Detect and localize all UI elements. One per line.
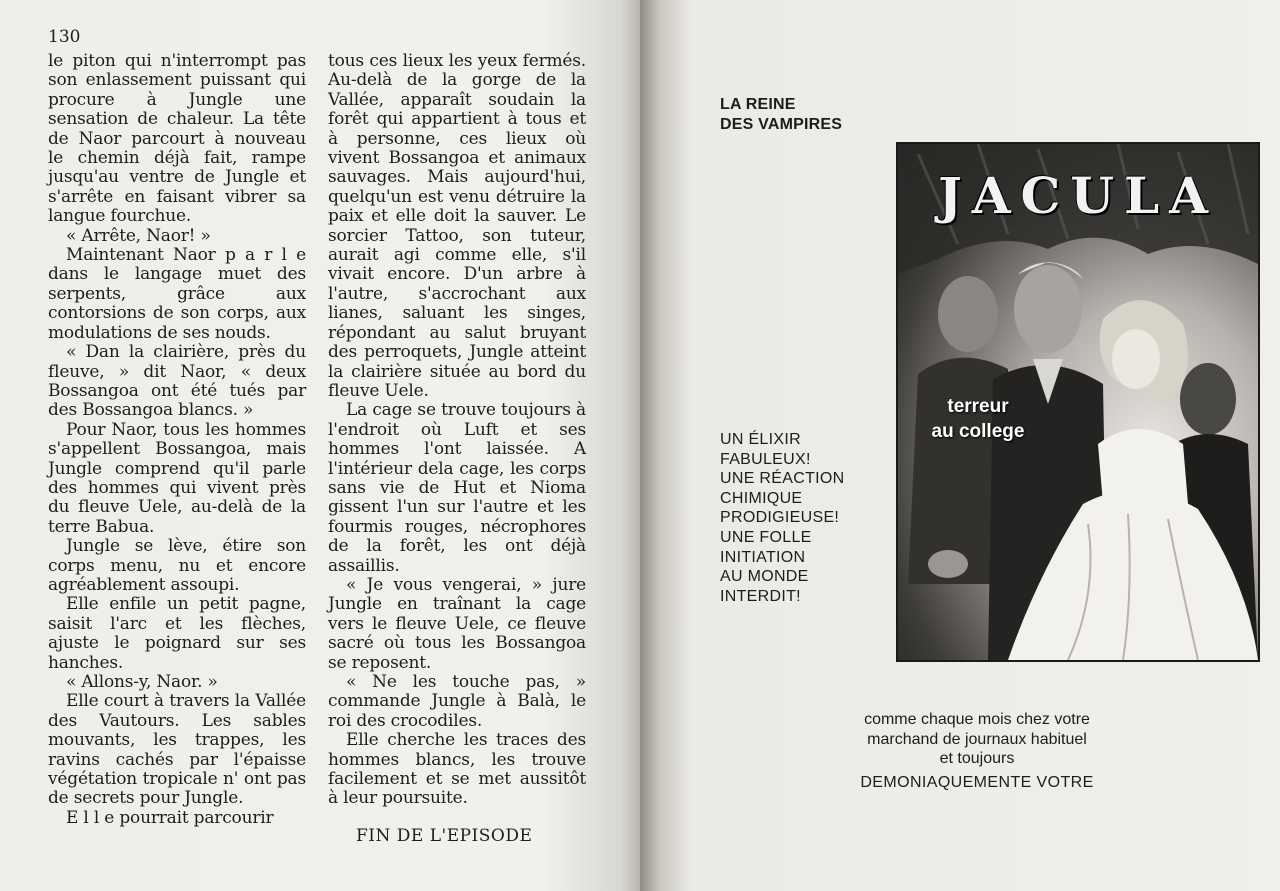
paragraph: « Arrête, Naor! »: [66, 225, 211, 246]
tagline-line: INITIATION: [720, 548, 806, 566]
paragraph: « Ne les touche pas, » commande Jungle à Balà, le roi des crocodiles.: [328, 672, 586, 731]
footer-line: comme chaque mois chez votre: [864, 711, 1090, 728]
paragraph: « Dan la clairière, près du fleuve, » dit Naor, « deux Bossangoa ont été tués par des Bossangoa blancs. »: [48, 342, 306, 421]
tagline-line: UNE FOLLE: [720, 528, 812, 546]
footer-line: marchand de journaux habituel: [867, 730, 1087, 748]
paragraph: Elle court à travers la Vallée des Vautours. Les sables mouvants, les trappes, les ravins cachés par l'épaisse végétation tropicale n' ont pas de secrets pour Jungle.: [48, 691, 306, 809]
text-column-2: [328, 52, 586, 809]
paragraph: Maintenant Naor p a r l e dans le langage muet des serpents, grâce aux contorsions de son corps, aux modulations de ses nouds.: [48, 245, 306, 343]
tagline-line: UN ÉLIXIR: [720, 431, 801, 448]
series-title: [720, 95, 842, 135]
series-title-line: LA REINE: [720, 96, 796, 113]
paragraph: « Je vous vengerai, » jure Jungle en traînant la cage vers le fleuve Uele, ce fleuve sacré où tous les Bossangoa se reposent.: [328, 574, 586, 673]
cover-subtitle-line: terreur: [947, 396, 1009, 417]
end-label: FIN DE L'EPISODE: [356, 826, 533, 846]
cover-illustration: [896, 142, 1260, 662]
footer-text: [818, 710, 1136, 792]
paragraph: Jungle se lève, étire son corps menu, nu et encore agréablement assoupi.: [48, 536, 306, 595]
cover-logo: JACULA: [938, 166, 1218, 225]
page-number: 130: [48, 27, 81, 47]
tagline-line: CHIMIQUE: [720, 489, 803, 507]
paragraph: La cage se trouve toujours à l'endroit où Luft et ses hommes l'ont laissée. A l'intérieur dela cage, les corps sans vie de Hut et Nioma gissent l'un sur l'autre et les fourmis rouges, nécrophores de la forêt, les ont déjà assaillis.: [328, 400, 586, 576]
cover-subtitle-line: au college: [931, 421, 1025, 442]
footer-line: et toujours: [939, 750, 1015, 767]
paragraph: Elle cherche les traces des hommes blancs, les trouve facilement et se met aussitôt à leur poursuite.: [328, 730, 586, 809]
tagline-line: INTERDIT!: [720, 587, 801, 605]
paragraph: Pour Naor, tous les hommes s'appellent Bossangoa, mais Jungle comprend qu'il parle des hommes qui vivent près du fleuve Uele, au-delà de la terre Babua.: [48, 419, 306, 537]
paragraph: tous ces lieux les yeux fermés. Au-delà de la gorge de la Vallée, apparaît soudain la forêt qui appartient à tous et à personne, ces lieux où vivent Bossangoa et animaux sauvages. Mais aujourd'hui, quelqu'un est venu détruire la paix et elle doit la sauver. Le sorcier Tattoo, son tuteur, aurait agi comme elle, s'il vivait encore. D'un arbre à l'autre, s'accrochant aux lianes, saluant les singes, répondant au salut bruyant des perroquets, Jungle atteint la clairière située au bord du fleuve Uele.: [328, 51, 586, 401]
tagline: [720, 430, 845, 606]
tagline-line: AU MONDE: [720, 568, 809, 586]
text-column-1: [48, 52, 306, 828]
tagline-line: FABULEUX!: [720, 450, 811, 468]
paragraph: « Allons-y, Naor. »: [66, 672, 218, 692]
tagline-line: PRODIGIEUSE!: [720, 509, 840, 527]
paragraph: Elle enfile un petit pagne, saisit l'arc et les flèches, ajuste le poignard sur ses hanches.: [48, 594, 306, 673]
footer-signature: DEMONIAQUEMENTE VOTRE: [860, 773, 1094, 791]
cover-subtitle: [898, 394, 1058, 444]
paragraph: E l l e pourrait parcourir: [66, 807, 274, 828]
tagline-line: UNE RÉACTION: [720, 470, 845, 488]
paragraph: le piton qui n'interrompt pas son enlassement puissant qui procure à Jungle une sensation de chaleur. La tête de Naor parcourt à nouveau le chemin déjà fait, rampe jusqu'au ventre de Jungle et s'arrête en faisant vibrer sa langue fourchue.: [48, 51, 306, 227]
series-title-line: DES VAMPIRES: [720, 116, 843, 133]
